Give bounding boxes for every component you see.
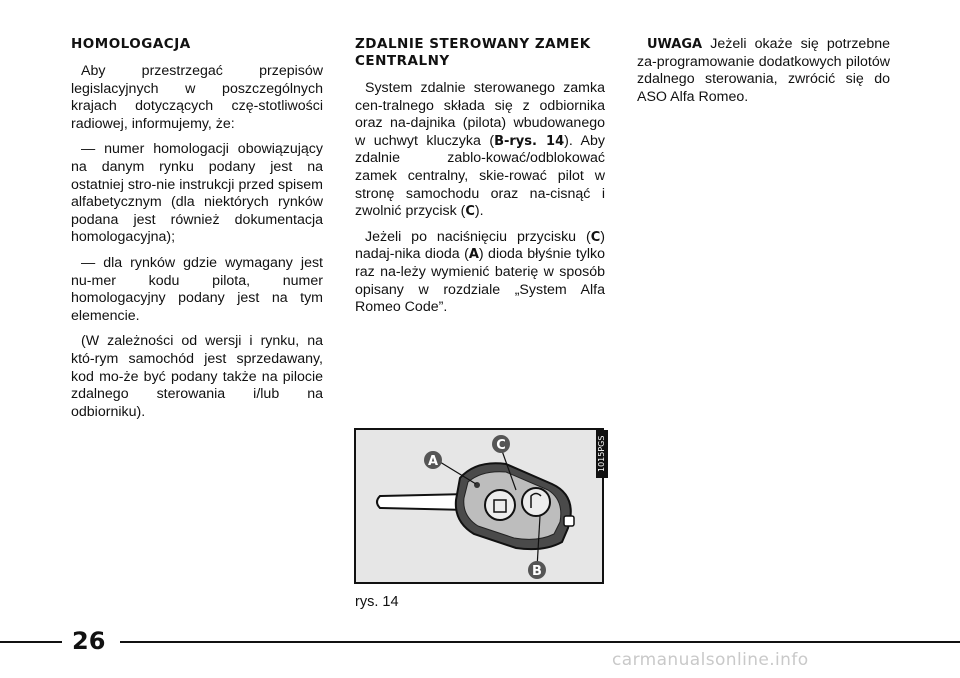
paragraph: Aby przestrzegać przepisów legislacyjnych w poszczególnych krajach dotyczących czę-stotliwości radiowej, informujemy, że: — [71, 63, 323, 132]
lock-button — [485, 490, 515, 520]
footer-rule-right — [120, 641, 960, 643]
paragraph: (W zależności od wersji i rynku, na któ-rym samochód jest sprzedawany, kod mo-że być podany także na pilocie zdalnego sterowania i/lub na odbiorniku). — [71, 333, 323, 420]
key-fob-illustration — [356, 430, 602, 582]
label-a: A — [427, 454, 439, 469]
paragraph: — numer homologacji obowiązujący na danym rynku podany jest na ostatniej stro-nie instrukcji przed spisem alfabetycznym (dla niektórych rynków podana jest również dokumentacja homologacyjna); — [71, 141, 323, 246]
key-fob-figure — [354, 428, 604, 584]
warning-label: UWAGA — [647, 37, 703, 52]
label-b: B — [532, 564, 542, 579]
figure-code: 1015PGS — [596, 430, 608, 478]
watermark: carmanualsonline.info — [612, 650, 809, 670]
paragraph: System zdalnie sterowanego zamka cen-tralnego składa się z odbiornika oraz na-dajnika (pilota) wbudowanego w uchwyt kluczyka (B-rys. 14). Aby zdalnie zablo-kować/odblokować zamek centralny, skie-rować pilot w stronę samochodu oraz na-cisnąć i zwolnić przycisk (C). — [355, 80, 605, 220]
heading-homologation: HOMOLOGACJA — [71, 36, 191, 52]
page-number: 26 — [72, 627, 106, 655]
figure-reference: B-rys. 14 — [494, 133, 565, 149]
column-note — [637, 36, 890, 114]
paragraph: Jeżeli po naciśnięciu przycisku (C) nadaj-nika dioda (A) dioda błyśnie tylko raz na-leży wymienić baterię w sposób opisany w rozdziale „System Alfa Romeo Code”. — [355, 228, 605, 316]
column-central-locking — [355, 36, 605, 325]
warning-note: UWAGA Jeżeli okaże się potrzebne za-programowanie dodatkowych pilotów zdalnego sterowania, zwrócić się do ASO Alfa Romeo. — [637, 36, 890, 105]
footer-rule-left — [0, 641, 62, 643]
paragraph: — dla rynków gdzie wymagany jest nu-mer kodu pilota, numer homologacyjny podany jest na tym elemencie. — [71, 254, 323, 324]
label-c: C — [496, 438, 506, 453]
unlock-button — [522, 488, 550, 516]
heading-central-locking: ZDALNIE STEROWANY ZAMEK CENTRALNY — [355, 36, 591, 69]
column-homologation — [71, 36, 323, 429]
figure-caption: rys. 14 — [355, 594, 399, 610]
